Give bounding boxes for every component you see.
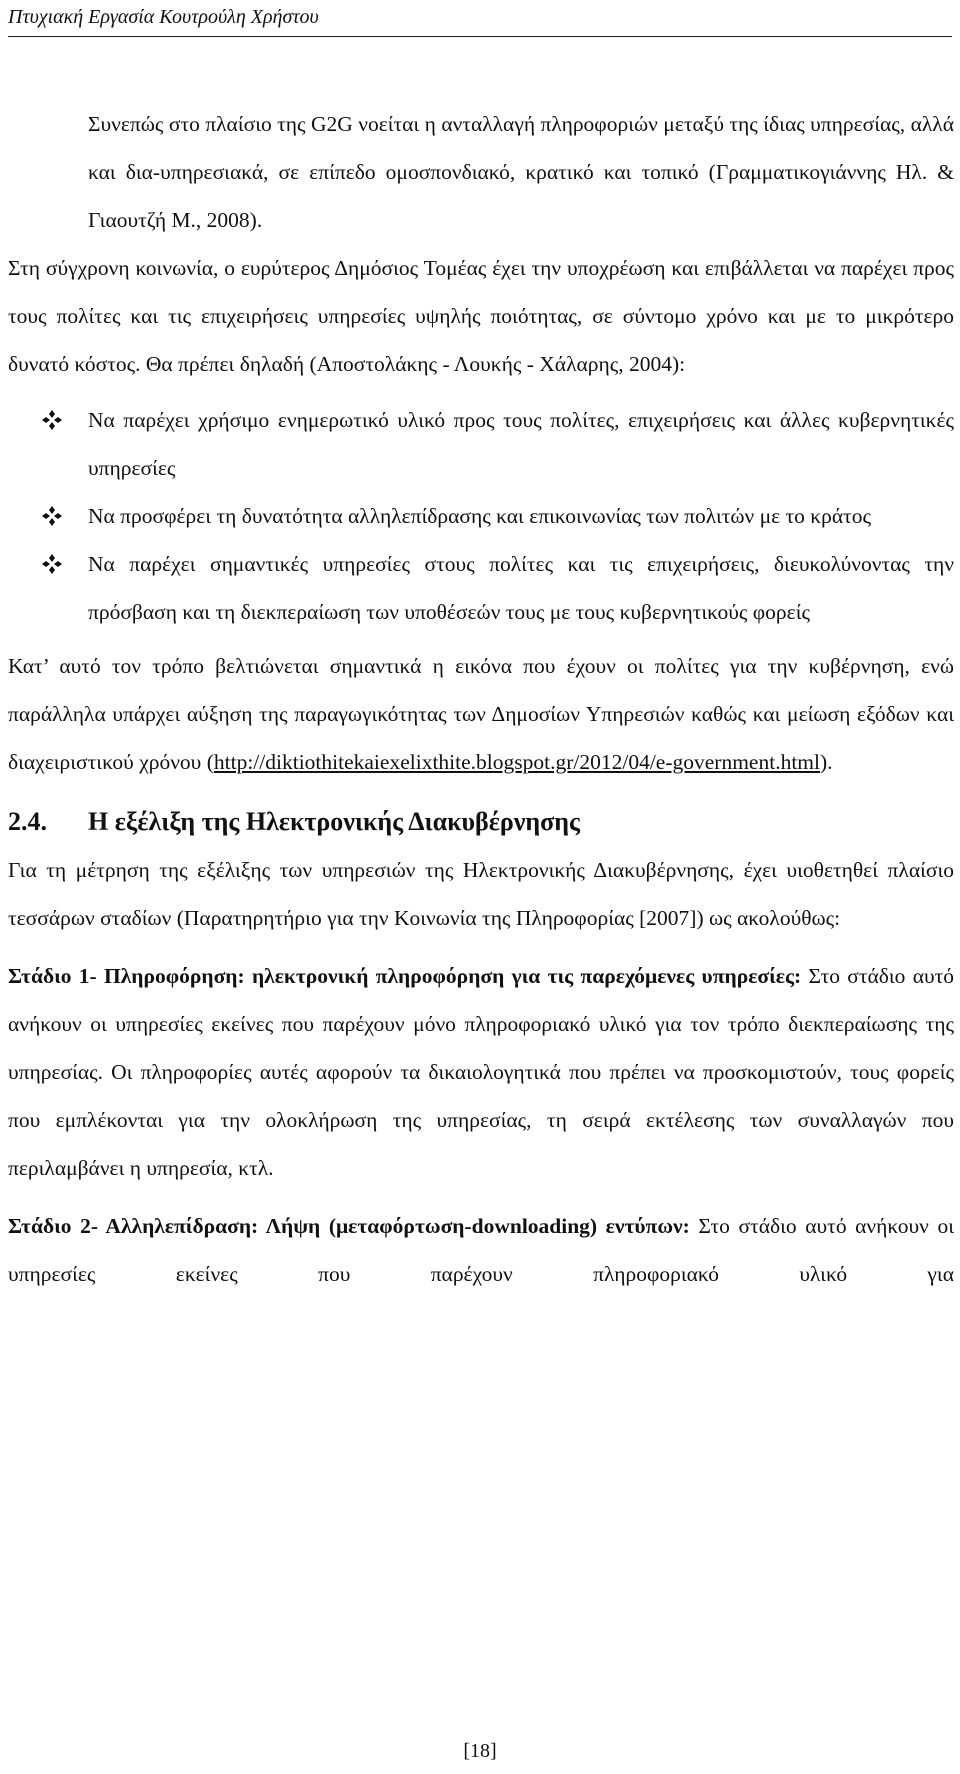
page-content — [8, 100, 954, 1298]
paragraph-public-sector: Στη σύγχρονη κοινωνία, ο ευρύτερος Δημόσιος Τομέας έχει την υποχρέωση και επιβάλλεται να παρέχει προς τους πολίτες και τις επιχειρήσεις υπηρεσίες υψηλής ποιότητας, σε σύντομο χρόνο και με το μικρότερο δυνατό κόστος. Θα πρέπει δηλαδή (Αποστολάκης - Λουκής - Χάλαρης, 2004): — [8, 256, 954, 376]
list-item — [8, 396, 954, 492]
bullet-text: Να παρέχει σημαντικές υπηρεσίες στους πολίτες και τις επιχειρήσεις, διευκολύνοντας την πρόσβαση και τη διεκπεραίωση των υποθέσεών τους με τους κυβερνητικούς φορείς — [88, 552, 954, 624]
diamond-bullet-icon — [42, 410, 62, 430]
page-number: [18] — [463, 1740, 497, 1762]
list-item — [8, 540, 954, 636]
section-heading — [8, 802, 954, 842]
source-link[interactable]: http://diktiothitekaiexelixthite.blogspot.gr/2012/04/e-government.html — [213, 750, 820, 774]
paragraph-g2g: Συνεπώς στο πλαίσιο της G2G νοείται η ανταλλαγή πληροφοριών μεταξύ της ίδιας υπηρεσίας, αλλά και δια-υπηρεσιακά, σε επίπεδο ομοσπονδιακό, κρατικό και τοπικό (Γραμματικογιάννης Ηλ. & Γιαουτζή Μ., 2008). — [88, 112, 954, 232]
paragraph-government-image — [8, 642, 954, 786]
paragraph-framework: Για τη μέτρηση της εξέλιξης των υπηρεσιών της Ηλεκτρονικής Διακυβέρνησης, έχει υιοθετηθεί πλαίσιο τεσσάρων σταδίων (Παρατηρητήριο για την Κοινωνία της Πληροφορίας [2007]) ως ακολούθως: — [8, 858, 954, 930]
section-title: Η εξέλιξη της Ηλεκτρονικής Διακυβέρνησης — [88, 807, 580, 836]
running-header — [8, 4, 952, 37]
paragraph-stage-1 — [8, 952, 954, 1192]
paragraph-stage-2 — [8, 1202, 954, 1298]
stage-1-title: Στάδιο 1- Πληροφόρηση: ηλεκτρονική πληροφόρηση για τις παρεχόμενες υπηρεσίες: — [8, 964, 802, 988]
paragraph-text: Κατ’ αυτό τον τρόπο βελτιώνεται σημαντικά η εικόνα που έχουν οι πολίτες για την κυβέρνηση, ενώ παράλληλα υπάρχει αύξηση της παραγωγικότητας των Δημοσίων Υπηρεσιών καθώς και μείωση εξόδων και διαχειριστικού χρόνου — [8, 654, 954, 774]
paren-open: ( — [206, 750, 214, 774]
stage-2-text: Στο στάδιο αυτό ανήκουν οι υπηρεσίες εκείνες που παρέχουν πληροφοριακό υλικό για — [8, 1214, 954, 1286]
diamond-bullet-icon — [42, 554, 62, 574]
bullet-list — [8, 396, 954, 636]
header-title: Πτυχιακή Εργασία Κουτρούλη Χρήστου — [8, 6, 319, 28]
diamond-bullet-icon — [42, 506, 62, 526]
bullet-text: Να προσφέρει τη δυνατότητα αλληλεπίδρασης και επικοινωνίας των πολιτών με το κράτος — [88, 504, 872, 528]
paren-close: ). — [820, 750, 833, 774]
section-number: 2.4. — [8, 807, 47, 836]
stage-1-text: Στο στάδιο αυτό ανήκουν οι υπηρεσίες εκείνες που παρέχουν μόνο πληροφοριακό υλικό για τον τρόπο διεκπεραίωσης της υπηρεσίας. Οι πληροφορίες αυτές αφορούν τα δικαιολογητικά που πρέπει να προσκομιστούν, τους φορείς που εμπλέκονται για την ολοκλήρωση της υπηρεσίας, τη σειρά εκτέλεσης των συναλλαγών που περιλαμβάνει η υπηρεσία, κτλ. — [8, 964, 955, 1180]
bullet-text: Να παρέχει χρήσιμο ενημερωτικό υλικό προς τους πολίτες, επιχειρήσεις και άλλες κυβερνητικές υπηρεσίες — [88, 408, 954, 480]
list-item — [8, 492, 954, 540]
stage-2-title: Στάδιο 2- Αλληλεπίδραση: Λήψη (μεταφόρτωση-downloading) εντύπων: — [8, 1214, 690, 1238]
